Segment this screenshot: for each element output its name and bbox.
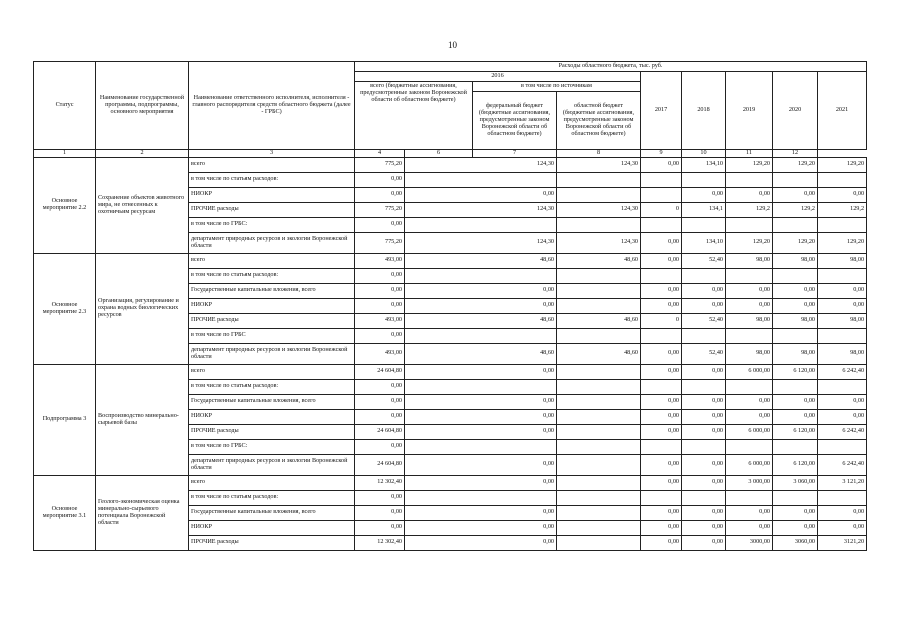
value-cell <box>773 172 818 187</box>
value-cell <box>773 328 818 343</box>
value-cell <box>773 268 818 283</box>
column-number: 3 <box>189 149 355 157</box>
header-status: Статус <box>34 62 96 150</box>
value-cell: 0,00 <box>818 283 867 298</box>
value-cell <box>405 268 557 283</box>
header-in-that-number: в том числе по источникам <box>473 81 641 91</box>
value-cell: 98,00 <box>726 253 773 268</box>
value-cell: 0,00 <box>641 157 682 172</box>
status-cell: Подпрограмма 3 <box>34 364 96 475</box>
value-cell: 98,00 <box>773 253 818 268</box>
value-cell: 0,00 <box>773 520 818 535</box>
value-cell: 24 604,80 <box>355 364 405 379</box>
column-number: 11 <box>726 149 773 157</box>
header-2021: 2021 <box>818 71 867 149</box>
value-cell: 98,00 <box>818 343 867 364</box>
value-cell: 0,00 <box>405 364 557 379</box>
value-cell: 0,00 <box>726 409 773 424</box>
value-cell: 0,00 <box>818 520 867 535</box>
column-number: 10 <box>682 149 726 157</box>
column-number: 6 <box>405 149 473 157</box>
value-cell: 0,00 <box>682 283 726 298</box>
value-cell <box>682 268 726 283</box>
value-cell: 0,00 <box>682 505 726 520</box>
value-cell: 0,00 <box>682 394 726 409</box>
value-cell: 0,00 <box>405 298 557 313</box>
value-cell: 0,00 <box>355 379 405 394</box>
value-cell: 493,00 <box>355 313 405 328</box>
value-cell <box>641 172 682 187</box>
value-cell: 124,30 <box>557 232 641 253</box>
value-cell: 493,00 <box>355 343 405 364</box>
value-cell: 48,60 <box>557 253 641 268</box>
value-cell: 0,00 <box>641 475 682 490</box>
value-cell <box>682 379 726 394</box>
value-cell: 0,00 <box>405 283 557 298</box>
value-cell: 0,00 <box>405 409 557 424</box>
value-cell: 0,00 <box>355 328 405 343</box>
value-cell <box>405 439 557 454</box>
value-cell <box>557 187 641 202</box>
value-cell: 6 242,40 <box>818 454 867 475</box>
value-cell: 24 604,80 <box>355 454 405 475</box>
value-cell <box>557 424 641 439</box>
header-regional: областной бюджет (бюджетные ассигнования, предусмотренные законом Воронежской области об областном бюджете) <box>557 91 641 149</box>
value-cell <box>641 328 682 343</box>
value-cell: 129,20 <box>773 232 818 253</box>
value-cell: 48,60 <box>405 253 557 268</box>
value-cell: 0,00 <box>405 520 557 535</box>
value-cell: 0,00 <box>726 505 773 520</box>
value-cell <box>641 379 682 394</box>
value-cell: 6 000,00 <box>726 424 773 439</box>
value-cell: 129,2 <box>773 202 818 217</box>
header-2020: 2020 <box>773 71 818 149</box>
value-cell: 48,60 <box>557 313 641 328</box>
value-cell <box>557 328 641 343</box>
value-cell: 98,00 <box>726 343 773 364</box>
expense-label-cell: ПРОЧИЕ расходы <box>189 313 355 328</box>
header-2019: 2019 <box>726 71 773 149</box>
value-cell <box>405 328 557 343</box>
value-cell: 129,20 <box>726 232 773 253</box>
value-cell: 6 000,00 <box>726 454 773 475</box>
value-cell: 0,00 <box>355 409 405 424</box>
value-cell <box>641 268 682 283</box>
value-cell: 0,00 <box>818 505 867 520</box>
value-cell: 6 000,00 <box>726 364 773 379</box>
program-name-cell: Воспроизводство минерально-сырьевой базы <box>96 364 189 475</box>
value-cell: 52,40 <box>682 253 726 268</box>
value-cell: 0,00 <box>641 520 682 535</box>
value-cell: 0,00 <box>773 283 818 298</box>
expense-label-cell: НИОКР <box>189 298 355 313</box>
value-cell: 124,30 <box>405 157 557 172</box>
value-cell: 0,00 <box>355 394 405 409</box>
expense-label-cell: в том числе по ГРБС: <box>189 217 355 232</box>
value-cell <box>818 439 867 454</box>
value-cell <box>405 379 557 394</box>
value-cell: 48,60 <box>405 313 557 328</box>
value-cell: 0,00 <box>726 187 773 202</box>
value-cell: 129,2 <box>726 202 773 217</box>
value-cell <box>405 217 557 232</box>
value-cell <box>557 217 641 232</box>
value-cell: 0,00 <box>641 394 682 409</box>
value-cell: 0,00 <box>818 409 867 424</box>
value-cell <box>557 520 641 535</box>
value-cell <box>682 328 726 343</box>
value-cell <box>557 172 641 187</box>
value-cell: 129,20 <box>818 232 867 253</box>
table-row <box>34 364 867 379</box>
status-cell: Основное мероприятие 2.2 <box>34 157 96 253</box>
value-cell <box>726 268 773 283</box>
value-cell: 0,00 <box>773 187 818 202</box>
value-cell: 52,40 <box>682 313 726 328</box>
value-cell: 124,30 <box>405 202 557 217</box>
value-cell <box>682 439 726 454</box>
expense-label-cell: в том числе по статьям расходов: <box>189 268 355 283</box>
value-cell <box>557 394 641 409</box>
value-cell: 3121,20 <box>818 535 867 550</box>
value-cell: 0,00 <box>682 535 726 550</box>
value-cell: 3 000,00 <box>726 475 773 490</box>
value-cell: 129,2 <box>818 202 867 217</box>
value-cell: 24 604,80 <box>355 424 405 439</box>
expense-label-cell: ПРОЧИЕ расходы <box>189 424 355 439</box>
value-cell: 98,00 <box>818 313 867 328</box>
value-cell: 0 <box>641 202 682 217</box>
value-cell: 0,00 <box>355 490 405 505</box>
page-number: 10 <box>448 40 457 50</box>
value-cell <box>818 379 867 394</box>
expense-label-cell: департамент природных ресурсов и экологии Воронежской области <box>189 232 355 253</box>
expense-label-cell: ПРОЧИЕ расходы <box>189 202 355 217</box>
value-cell <box>818 490 867 505</box>
value-cell <box>557 298 641 313</box>
header-2017: 2017 <box>641 71 682 149</box>
table-row <box>34 253 867 268</box>
value-cell: 0,00 <box>355 268 405 283</box>
value-cell: 0,00 <box>641 364 682 379</box>
value-cell: 0,00 <box>641 232 682 253</box>
column-number: 1 <box>34 149 96 157</box>
value-cell: 129,20 <box>726 157 773 172</box>
expense-label-cell: в том числе по статьям расходов: <box>189 379 355 394</box>
value-cell: 6 120,00 <box>773 454 818 475</box>
value-cell <box>557 364 641 379</box>
value-cell <box>557 490 641 505</box>
value-cell: 3060,00 <box>773 535 818 550</box>
value-cell: 48,60 <box>405 343 557 364</box>
value-cell <box>557 505 641 520</box>
expense-label-cell: ПРОЧИЕ расходы <box>189 535 355 550</box>
value-cell <box>641 439 682 454</box>
program-name-cell: Сохранение объектов животного мира, не отнесенных к охотничьим ресурсам <box>96 157 189 253</box>
value-cell: 0,00 <box>726 520 773 535</box>
value-cell <box>818 172 867 187</box>
value-cell <box>557 409 641 424</box>
value-cell: 134,1 <box>682 202 726 217</box>
value-cell: 98,00 <box>818 253 867 268</box>
value-cell: 0,00 <box>641 424 682 439</box>
value-cell: 3 121,20 <box>818 475 867 490</box>
value-cell: 0,00 <box>355 172 405 187</box>
value-cell: 0,00 <box>641 535 682 550</box>
expense-label-cell: в том числе по статьям расходов: <box>189 490 355 505</box>
value-cell: 0,00 <box>355 187 405 202</box>
expense-label-cell: в том числе по статьям расходов: <box>189 172 355 187</box>
column-number: 9 <box>641 149 682 157</box>
expense-label-cell: всего <box>189 157 355 172</box>
expense-label-cell: всего <box>189 475 355 490</box>
value-cell: 0,00 <box>641 454 682 475</box>
value-cell: 98,00 <box>773 313 818 328</box>
value-cell: 6 120,00 <box>773 364 818 379</box>
value-cell: 0,00 <box>682 364 726 379</box>
value-cell: 0,00 <box>773 394 818 409</box>
value-cell: 98,00 <box>773 343 818 364</box>
value-cell <box>818 217 867 232</box>
value-cell <box>773 217 818 232</box>
value-cell: 124,30 <box>405 232 557 253</box>
header-2018: 2018 <box>682 71 726 149</box>
expense-label-cell: департамент природных ресурсов и экологии Воронежской области <box>189 454 355 475</box>
value-cell: 0,00 <box>641 298 682 313</box>
value-cell: 0,00 <box>641 505 682 520</box>
value-cell: 6 242,40 <box>818 424 867 439</box>
status-cell: Основное мероприятие 3.1 <box>34 475 96 550</box>
expense-label-cell: НИОКР <box>189 520 355 535</box>
value-cell: 0,00 <box>405 505 557 520</box>
value-cell: 0,00 <box>641 283 682 298</box>
column-number: 4 <box>355 149 405 157</box>
value-cell <box>557 283 641 298</box>
value-cell: 0,00 <box>726 283 773 298</box>
expense-label-cell: Государственные капитальные вложения, всего <box>189 394 355 409</box>
value-cell: 0,00 <box>773 409 818 424</box>
value-cell <box>682 172 726 187</box>
column-number: 8 <box>557 149 641 157</box>
value-cell <box>726 328 773 343</box>
header-expenses: Расходы областного бюджета, тыс. руб. <box>355 62 867 72</box>
program-name-cell: Геолого-экономическая оценка минерально-сырьевого потенциала Воронежской области <box>96 475 189 550</box>
value-cell <box>405 490 557 505</box>
header-executor: Наименование ответственного исполнителя, исполнителя - главного распорядителя средств областного бюджета (далее - ГРБС) <box>189 62 355 150</box>
value-cell: 0,00 <box>641 253 682 268</box>
value-cell: 48,60 <box>557 343 641 364</box>
value-cell <box>726 439 773 454</box>
value-cell: 0,00 <box>405 535 557 550</box>
value-cell <box>557 439 641 454</box>
value-cell: 0,00 <box>726 394 773 409</box>
value-cell: 98,00 <box>726 313 773 328</box>
column-number: 7 <box>473 149 557 157</box>
value-cell: 0,00 <box>682 520 726 535</box>
value-cell: 3 060,00 <box>773 475 818 490</box>
value-cell: 0,00 <box>355 217 405 232</box>
expense-label-cell: в том числе по ГРБС: <box>189 439 355 454</box>
value-cell: 775,20 <box>355 157 405 172</box>
value-cell <box>641 217 682 232</box>
value-cell: 0,00 <box>355 505 405 520</box>
table-row <box>34 475 867 490</box>
header-2016: 2016 <box>355 71 641 81</box>
budget-table <box>33 61 867 551</box>
value-cell <box>557 379 641 394</box>
value-cell <box>773 379 818 394</box>
value-cell: 0,00 <box>405 394 557 409</box>
expense-label-cell: Государственные капитальные вложения, всего <box>189 505 355 520</box>
expense-label-cell: НИОКР <box>189 409 355 424</box>
value-cell: 493,00 <box>355 253 405 268</box>
value-cell <box>405 172 557 187</box>
value-cell <box>818 328 867 343</box>
value-cell: 775,20 <box>355 232 405 253</box>
value-cell: 6 242,40 <box>818 364 867 379</box>
value-cell <box>726 379 773 394</box>
value-cell: 0,00 <box>682 187 726 202</box>
value-cell: 0,00 <box>682 475 726 490</box>
value-cell <box>773 439 818 454</box>
expense-label-cell: Государственные капитальные вложения, всего <box>189 283 355 298</box>
value-cell: 775,20 <box>355 202 405 217</box>
value-cell: 134,10 <box>682 157 726 172</box>
value-cell: 12 302,40 <box>355 475 405 490</box>
value-cell: 134,10 <box>682 232 726 253</box>
status-cell: Основное мероприятие 2.3 <box>34 253 96 364</box>
value-cell: 0,00 <box>405 187 557 202</box>
value-cell <box>682 217 726 232</box>
value-cell <box>726 490 773 505</box>
value-cell: 129,20 <box>773 157 818 172</box>
value-cell <box>726 172 773 187</box>
value-cell: 12 302,40 <box>355 535 405 550</box>
value-cell: 52,40 <box>682 343 726 364</box>
expense-label-cell: департамент природных ресурсов и экологии Воронежской области <box>189 343 355 364</box>
value-cell: 0,00 <box>773 505 818 520</box>
expense-label-cell: всего <box>189 364 355 379</box>
value-cell: 0,00 <box>682 424 726 439</box>
value-cell: 0 <box>641 313 682 328</box>
value-cell: 6 120,00 <box>773 424 818 439</box>
value-cell: 0,00 <box>682 409 726 424</box>
value-cell <box>641 187 682 202</box>
header-total-2016: всего (бюджетные ассигнования, предусмотренные законом Воронежской области об областном бюджете) <box>355 81 473 149</box>
value-cell <box>818 268 867 283</box>
value-cell <box>726 217 773 232</box>
value-cell <box>557 454 641 475</box>
value-cell: 0,00 <box>773 298 818 313</box>
value-cell <box>557 535 641 550</box>
value-cell: 0,00 <box>405 475 557 490</box>
value-cell <box>773 490 818 505</box>
value-cell: 0,00 <box>355 298 405 313</box>
header-federal: федеральный бюджет (бюджетные ассигнования, предусмотренные законом Воронежской области об областном бюджете) <box>473 91 557 149</box>
value-cell: 0,00 <box>818 394 867 409</box>
value-cell <box>641 490 682 505</box>
value-cell: 0,00 <box>641 343 682 364</box>
value-cell: 0,00 <box>818 298 867 313</box>
value-cell: 0,00 <box>726 298 773 313</box>
value-cell: 0,00 <box>355 283 405 298</box>
value-cell: 0,00 <box>818 187 867 202</box>
expense-label-cell: всего <box>189 253 355 268</box>
value-cell: 0,00 <box>405 454 557 475</box>
value-cell: 0,00 <box>641 409 682 424</box>
value-cell: 0,00 <box>405 424 557 439</box>
value-cell: 0,00 <box>355 439 405 454</box>
value-cell: 124,30 <box>557 157 641 172</box>
expense-label-cell: НИОКР <box>189 187 355 202</box>
value-cell <box>682 490 726 505</box>
value-cell <box>557 268 641 283</box>
table-row <box>34 157 867 172</box>
value-cell: 0,00 <box>355 520 405 535</box>
value-cell: 3000,00 <box>726 535 773 550</box>
expense-label-cell: в том числе по ГРБС <box>189 328 355 343</box>
value-cell <box>557 475 641 490</box>
column-number: 12 <box>773 149 818 157</box>
value-cell: 0,00 <box>682 454 726 475</box>
column-number: 2 <box>96 149 189 157</box>
program-name-cell: Организация, регулирование и охрана водных биологических ресурсов <box>96 253 189 364</box>
value-cell: 124,30 <box>557 202 641 217</box>
header-program: Наименование государственной программы, подпрограммы, основного мероприятия <box>96 62 189 150</box>
value-cell: 0,00 <box>682 298 726 313</box>
value-cell: 129,20 <box>818 157 867 172</box>
